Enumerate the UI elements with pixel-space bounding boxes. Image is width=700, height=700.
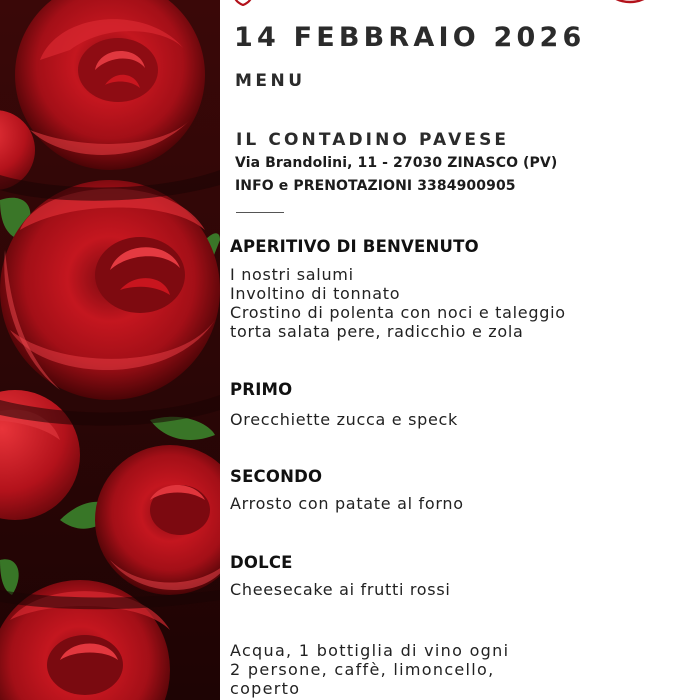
menu-item: Orecchiette zucca e speck: [230, 410, 459, 429]
section-heading-aperitivo: APERITIVO DI BENVENUTO: [230, 237, 479, 256]
section-heading-secondo: SECONDO: [230, 467, 323, 486]
footer-line: coperto: [230, 679, 301, 698]
menu-item: Cheesecake ai frutti rossi: [230, 580, 451, 599]
menu-item: torta salata pere, radicchio e zola: [230, 322, 524, 341]
farm-stamp-logo: [600, 0, 660, 18]
menu-item: Crostino di polenta con noci e taleggio: [230, 303, 566, 322]
divider: [236, 212, 284, 213]
menu-title: MENU: [235, 71, 306, 91]
footer-line: Acqua, 1 bottiglia di vino ogni: [230, 641, 510, 660]
section-heading-dolce: DOLCE: [230, 553, 293, 572]
venue-address: Via Brandolini, 11 - 27030 ZINASCO (PV): [235, 155, 558, 171]
venue-name: IL CONTADINO PAVESE: [236, 130, 510, 150]
menu-item: I nostri salumi: [230, 265, 354, 284]
roses-illustration: [0, 0, 220, 700]
heart-decoration: [232, 0, 254, 6]
footer-line: 2 persone, caffè, limoncello,: [230, 660, 495, 679]
section-heading-primo: PRIMO: [230, 380, 293, 399]
menu-item: Arrosto con patate al forno: [230, 494, 464, 513]
event-date: 14 FEBBRAIO 2026: [234, 22, 586, 53]
roses-photo: [0, 0, 220, 700]
booking-info: INFO e PRENOTAZIONI 3384900905: [235, 178, 516, 194]
menu-item: Involtino di tonnato: [230, 284, 401, 303]
